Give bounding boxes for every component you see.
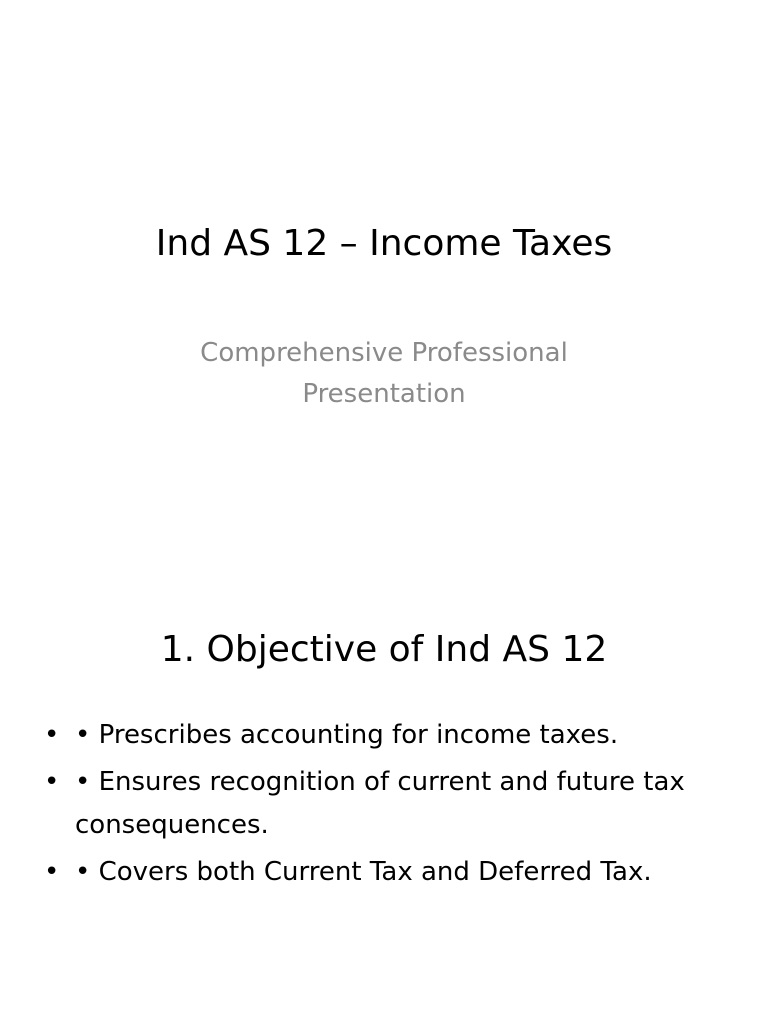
subtitle-line-1: Comprehensive Professional xyxy=(200,338,568,368)
presentation-subtitle xyxy=(160,333,608,415)
section-title: 1. Objective of Ind AS 12 xyxy=(160,629,608,670)
subtitle-line-2: Presentation xyxy=(302,379,466,409)
bullet-item xyxy=(38,761,738,847)
bullet-marker: • xyxy=(44,720,60,750)
bullet-text: • Prescribes accounting for income taxes. xyxy=(75,720,619,750)
objective-slide xyxy=(0,512,768,1024)
bullet-list xyxy=(38,714,738,898)
bullet-item xyxy=(38,851,738,894)
bullet-marker: • xyxy=(44,857,60,887)
bullet-text: • Ensures recognition of current and future tax consequences. xyxy=(75,767,685,840)
bullet-marker: • xyxy=(44,767,60,797)
bullet-item xyxy=(38,714,738,757)
bullet-text: • Covers both Current Tax and Deferred Tax. xyxy=(75,857,652,887)
presentation-title: Ind AS 12 – Income Taxes xyxy=(155,223,613,264)
